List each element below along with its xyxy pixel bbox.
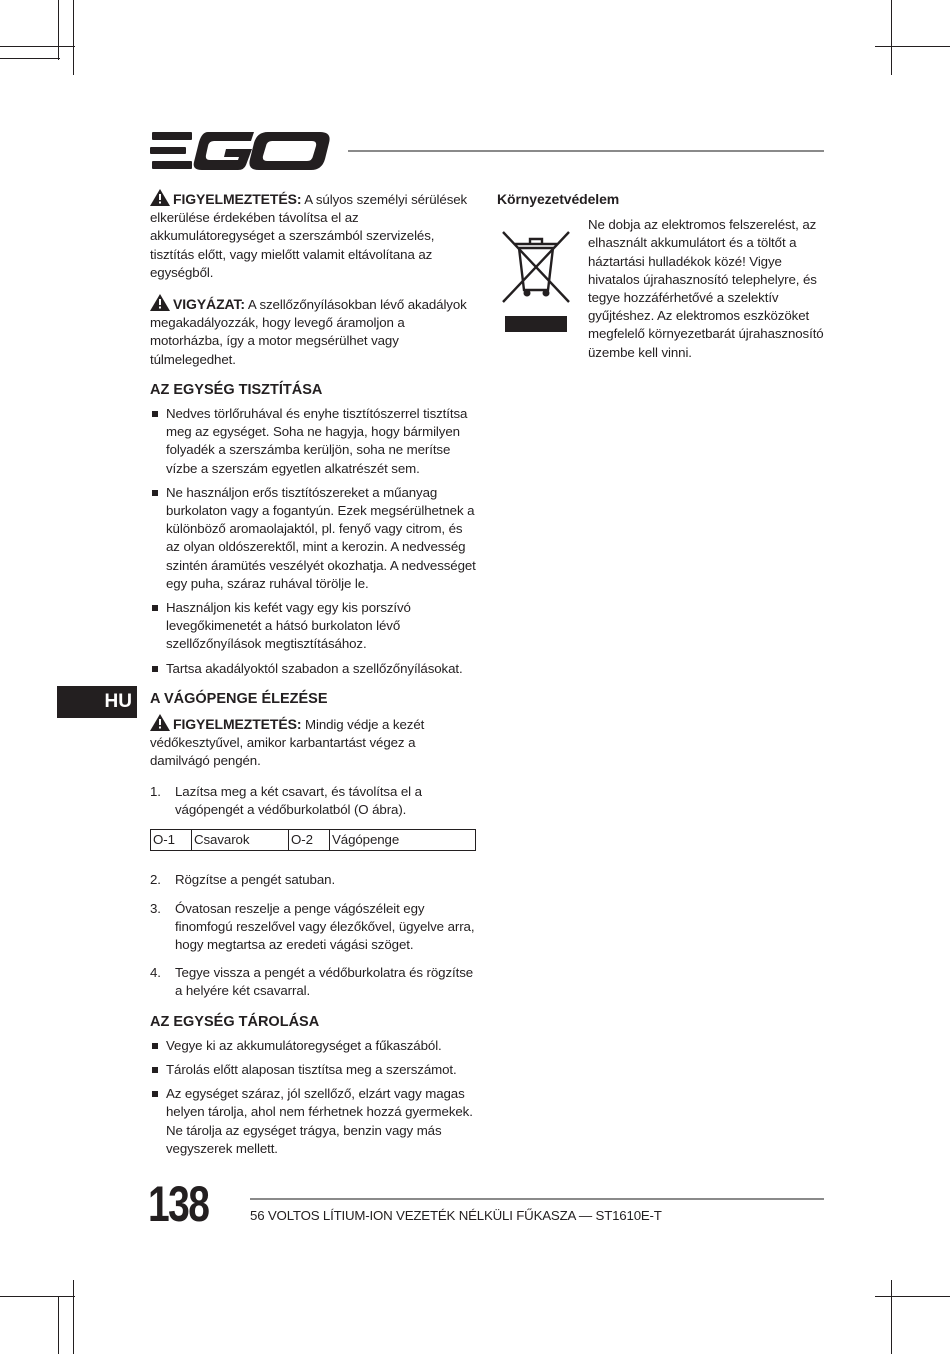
part-code: O-2 [289, 830, 330, 851]
warning-block [150, 714, 476, 771]
warning-triangle-icon [150, 189, 170, 206]
warning-block [150, 189, 476, 282]
footer-rule [250, 1198, 824, 1200]
warning-text: Mindig védje a kezét védőkesztyűvel, amikor karbantartást végez a damilvágó pengén. [150, 717, 425, 769]
crop-mark [891, 0, 892, 75]
warning-triangle-icon [150, 294, 170, 311]
warning-text: A súlyos személyi sérülések elkerülése érdekében távolítsa el az akkumulátoregységet a szerszámból szervizelés, tisztítás előtt, vagy mielőtt valamit eltávolítana az egységből. [150, 192, 468, 280]
caution-text: A szellőzőnyílásokban lévő akadályok megakadályozzák, hogy levegő áramoljon a motorházba, így a motor megsérülhet vagy túlmelegedhet. [150, 297, 467, 367]
part-name: Csavarok [192, 830, 289, 851]
part-code: O-1 [151, 830, 192, 851]
crop-mark [875, 46, 950, 47]
list-item: Ne használjon erős tisztítószereket a műanyag burkolaton vagy a fogantyún. Ezek megsérülhetnek a különböző aromaolajaktól, pl. fenyő vagy citrom, és az olyan oldószerektől, mint a kerozin. A nedvesség szintén áramütés veszélyét okozhatja. A nedvességet egy puha, száraz ruhával törölje le. [150, 484, 476, 593]
step-item [150, 871, 476, 889]
crop-mark [58, 1296, 59, 1354]
symbol-bar [505, 316, 567, 332]
warning-heading: FIGYELMEZTETÉS: [173, 716, 302, 733]
environment-text: Ne dobja az elektromos felszerelést, az elhasznált akkumulátort és a töltőt a háztartási hulladékok közé! Vigye hivatalos újrahasznosító telephelyre, és tegye hozzáférhetővé a szelektív gyűjtéshez. Az elektromos eszközöket megfelelő környezetbarát újrahasznosító üzembe kell vinni. [588, 217, 824, 360]
crop-mark [0, 58, 60, 59]
section-title-blade: A VÁGÓPENGE ÉLEZÉSE [150, 690, 328, 707]
step-text: Rögzítse a pengét satuban. [175, 872, 336, 888]
storage-list [150, 1037, 476, 1158]
step-number: 2. [150, 872, 161, 888]
step-text: Tegye vissza a pengét a védőburkolatra és rögzítse a helyére két csavarral. [175, 965, 474, 999]
warning-triangle-icon [150, 714, 170, 731]
step-number: 3. [150, 900, 161, 916]
section-title-cleaning: AZ EGYSÉG TISZTÍTÁSA [150, 381, 323, 398]
step-item [150, 900, 476, 955]
list-item: Tárolás előtt alaposan tisztítsa meg a szerszámot. [150, 1061, 476, 1079]
ego-logo [150, 130, 332, 172]
step-number: 4. [150, 965, 161, 981]
page-number: 138 [148, 1176, 209, 1232]
language-tab-label: HU [104, 691, 132, 712]
crop-mark [0, 46, 75, 47]
language-tab [57, 686, 137, 718]
crossed-out-bin-icon [497, 226, 577, 306]
section-title-environment: Környezetvédelem [497, 191, 620, 207]
cleaning-list [150, 405, 476, 678]
crop-mark [58, 0, 59, 60]
section-title-storage: AZ EGYSÉG TÁROLÁSA [150, 1013, 320, 1030]
warning-heading: FIGYELMEZTETÉS: [173, 191, 302, 207]
table-row [151, 830, 476, 851]
step-item [150, 783, 476, 819]
step-number: 1. [150, 783, 161, 799]
list-item: Használjon kis kefét vagy egy kis porszívó levegőkimenetét a hátsó burkolaton lévő szellőzőnyílások megtisztításához. [150, 599, 476, 654]
step-text: Óvatosan reszelje a penge vágószéleit egy finomfogú reszelővel vagy élezőkővel, ügyelve arra, hogy megtartsa az eredeti vágási szöget. [175, 900, 475, 952]
caution-heading: VIGYÁZAT: [173, 296, 245, 313]
list-item: Vegye ki az akkumulátoregységet a fűkaszából. [150, 1037, 476, 1055]
step-text: Lazítsa meg a két csavart, és távolítsa el a vágópengét a védőburkolatból (O ábra). [175, 783, 422, 817]
list-item: Az egységet száraz, jól szellőző, elzárt vagy magas helyen tárolja, ahol nem férhetnek hozzá gyermekek. Ne tárolja az egységet trágya, benzin vagy más vegyszerek mellett. [150, 1085, 476, 1158]
crop-mark [891, 1280, 892, 1354]
crop-mark [0, 1296, 75, 1297]
header-rule [348, 150, 824, 152]
caution-block [150, 294, 476, 369]
parts-table [150, 829, 476, 851]
list-item: Tartsa akadályoktól szabadon a szellőzőnyílásokat. [150, 660, 476, 678]
left-column [150, 189, 476, 1164]
part-name: Vágópenge [330, 830, 476, 851]
crop-mark [875, 1296, 950, 1297]
crop-mark [73, 0, 74, 75]
crop-mark [73, 1280, 74, 1354]
footer-text: 56 VOLTOS LÍTIUM-ION VEZETÉK NÉLKÜLI FŰKASZA — ST1610E-T [250, 1208, 662, 1223]
list-item: Nedves törlőruhával és enyhe tisztítószerrel tisztítsa meg az egységet. Soha ne hagyja, hogy bármilyen folyadék a szerszámba kerüljön, soha ne merítse vízbe a szerszám egyetlen alkatrészét sem. [150, 405, 476, 478]
step-item [150, 964, 476, 1000]
right-column [497, 190, 827, 362]
